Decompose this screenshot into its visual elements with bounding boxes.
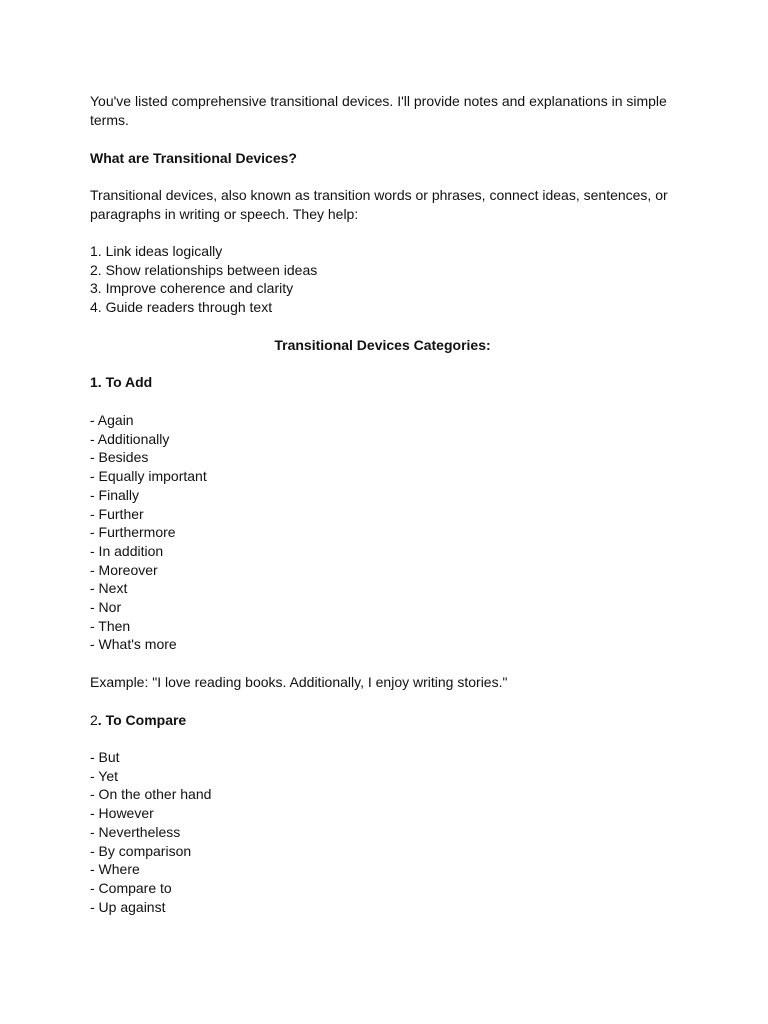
list-item: - Compare to xyxy=(90,879,172,896)
list-item: - However xyxy=(90,805,154,822)
list-item: 3. Improve coherence and clarity xyxy=(90,280,294,297)
intro-paragraph: You've listed comprehensive transitional devices. I'll provide notes and explanations in simple terms. xyxy=(90,93,667,128)
categories-heading: Transitional Devices Categories: xyxy=(274,337,491,353)
list-item: - Furthermore xyxy=(90,524,176,541)
list-item: - In addition xyxy=(90,542,164,559)
definition-paragraph: Transitional devices, also known as transition words or phrases, connect ideas, sentences, or paragraphs in writing or speech. They help: xyxy=(90,187,668,222)
list-item: - Equally important xyxy=(90,468,207,485)
list-item: 1. Link ideas logically xyxy=(90,243,223,259)
list-item: - Nevertheless xyxy=(90,823,181,840)
list-item: - Again xyxy=(90,412,134,428)
list-item: - Yet xyxy=(90,767,119,784)
compare-list xyxy=(90,748,675,916)
compare-heading xyxy=(90,711,675,730)
add-example: Example: "I love reading books. Additionally, I enjoy writing stories." xyxy=(90,674,508,690)
add-heading: 1. To Add xyxy=(90,374,153,390)
list-item: - Next xyxy=(90,580,128,597)
list-item: 2. Show relationships between ideas xyxy=(90,261,318,278)
list-item: - Where xyxy=(90,861,140,878)
list-item: - On the other hand xyxy=(90,786,212,803)
list-item: - But xyxy=(90,749,120,765)
benefits-list xyxy=(90,242,675,317)
compare-heading-number: 2 xyxy=(90,712,98,728)
what-heading: What are Transitional Devices? xyxy=(90,150,297,166)
list-item: - Moreover xyxy=(90,561,158,578)
list-item: - Additionally xyxy=(90,430,170,447)
list-item: - Further xyxy=(90,505,144,522)
list-item: - What's more xyxy=(90,636,177,653)
compare-heading-text: . To Compare xyxy=(97,712,187,728)
list-item: - By comparison xyxy=(90,842,192,859)
add-list xyxy=(90,411,675,654)
list-item: 4. Guide readers through text xyxy=(90,299,273,316)
list-item: - Then xyxy=(90,617,131,634)
list-item: - Nor xyxy=(90,599,122,616)
list-item: - Besides xyxy=(90,449,149,466)
list-item: - Finally xyxy=(90,486,140,503)
list-item: - Up against xyxy=(90,898,166,915)
